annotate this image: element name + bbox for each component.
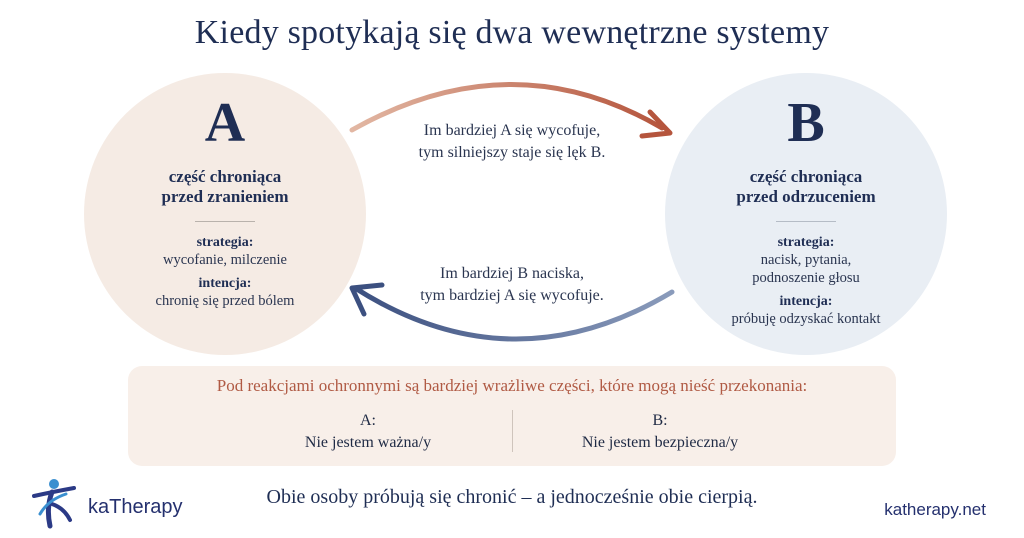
belief-b-text: Nie jestem bezpieczna/y bbox=[581, 434, 739, 451]
part-b-intent-label: intencja: bbox=[779, 294, 833, 309]
arrow-top-caption bbox=[362, 120, 662, 164]
part-a-strategy-label: strategia: bbox=[196, 235, 254, 250]
katherapy-logo[interactable] bbox=[30, 474, 183, 530]
belief-a bbox=[218, 410, 518, 454]
arrow-top-line2: tym silniejszy staje się lęk B. bbox=[418, 144, 606, 161]
part-a-intent-value: chronię się przed bólem bbox=[155, 293, 295, 309]
part-a-role-line2: przed zranieniem bbox=[161, 187, 289, 206]
beliefs-heading: Pod reakcjami ochronnymi są bardziej wrażliwe części, które mogą nieść przekonania: bbox=[216, 376, 808, 395]
part-b-intent-value: próbuję odzyskać kontakt bbox=[731, 311, 881, 327]
part-b-circle bbox=[665, 73, 947, 355]
website-link[interactable]: katherapy.net bbox=[884, 500, 986, 519]
part-b-strategy-value-line2: podnoszenie głosu bbox=[752, 270, 860, 286]
part-a-intent-label: intencja: bbox=[198, 276, 252, 291]
part-b-role bbox=[665, 167, 947, 207]
part-a-circle bbox=[84, 73, 366, 355]
footer-conclusion: Obie osoby próbują się chronić – a jednocześnie obie cierpią. bbox=[266, 486, 758, 508]
arrow-top-line1: Im bardziej A się wycofuje, bbox=[423, 122, 601, 139]
beliefs-panel bbox=[128, 366, 896, 466]
part-b-role-line1: część chroniąca bbox=[749, 167, 863, 186]
part-a-role bbox=[84, 167, 366, 207]
part-a-divider bbox=[195, 221, 255, 222]
person-figure-icon bbox=[30, 474, 90, 530]
part-a-strategy-value: wycofanie, milczenie bbox=[163, 252, 287, 268]
belief-a-text: Nie jestem ważna/y bbox=[304, 434, 432, 451]
page-title: Kiedy spotykają się dwa wewnętrzne systemy bbox=[194, 14, 830, 51]
belief-a-label: A: bbox=[360, 412, 376, 429]
arrow-bottom-caption bbox=[362, 263, 662, 307]
part-b-strategy-label: strategia: bbox=[777, 235, 835, 250]
part-a-letter: A bbox=[204, 92, 246, 154]
part-b-letter: B bbox=[787, 92, 825, 154]
arrow-bottom-line1: Im bardziej B naciska, bbox=[440, 265, 584, 282]
part-b-role-line2: przed odrzuceniem bbox=[736, 187, 876, 206]
logo-text: kaTherapy bbox=[88, 496, 183, 518]
part-a-role-line1: część chroniąca bbox=[168, 167, 282, 186]
part-b-strategy-value-line1: nacisk, pytania, bbox=[760, 252, 852, 268]
arrow-bottom-line2: tym bardziej A się wycofuje. bbox=[420, 287, 604, 304]
part-b-divider bbox=[776, 221, 836, 222]
belief-b-label: B: bbox=[652, 412, 668, 429]
belief-b bbox=[510, 410, 810, 454]
